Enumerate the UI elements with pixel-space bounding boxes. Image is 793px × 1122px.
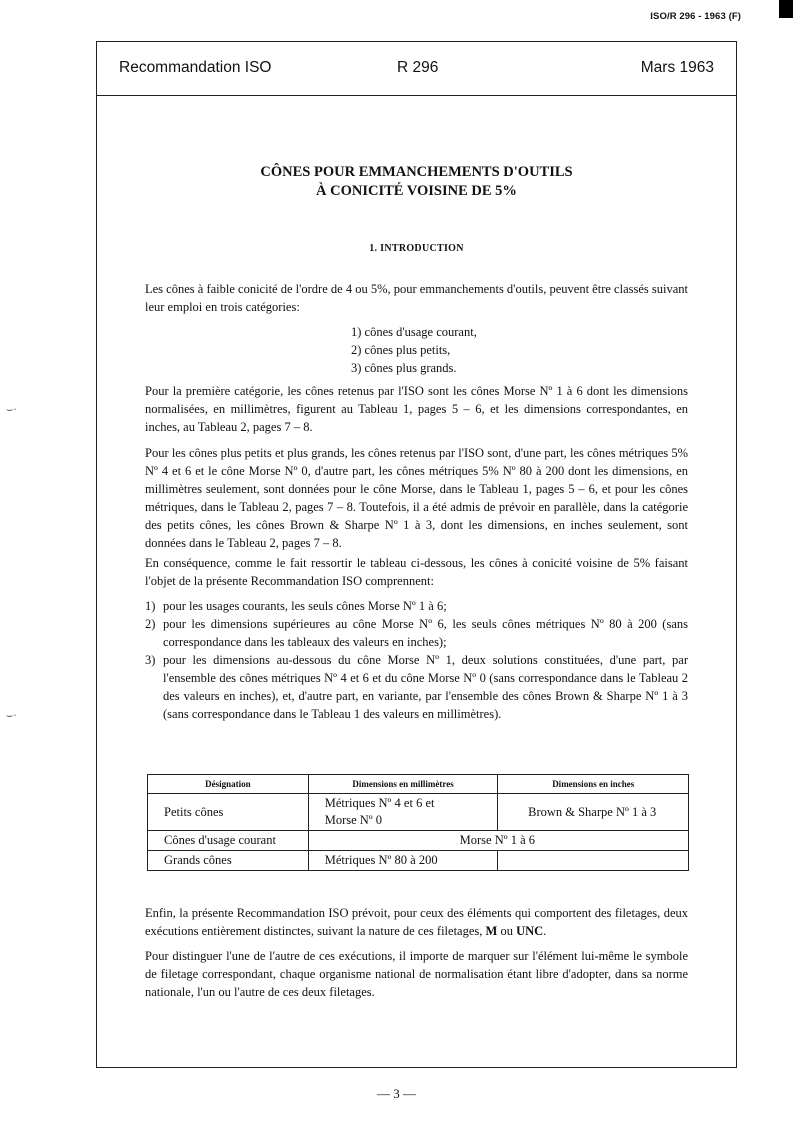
paragraph-2: [145, 444, 688, 552]
list-text: pour les dimensions au-dessous du cône Morse Nº 1, deux solutions constituées, d'une part, par l'ensemble des cônes métriques Nº 4 et 6 et du cône Morse Nº 0 (sans correspondance dans le Tableau 2 des valeurs en inches), et, d'autre part, en variante, par l'ensemble des cônes Brown & Sharpe Nº 1 à 3 (sans correspondance dans le Tableau 1 des valeurs en millimètres).: [163, 653, 688, 721]
title-line-2: À CONICITÉ VOISINE DE 5%: [316, 183, 517, 199]
category-item: 3) cônes plus grands.: [351, 361, 457, 375]
category-item: 1) cônes d'usage courant,: [351, 325, 477, 339]
category-list: [351, 323, 477, 377]
paragraph-1: [145, 382, 688, 436]
header-row: [97, 42, 736, 96]
cell-designation: Petits cônes: [148, 794, 309, 831]
paragraph-text: Pour distinguer l'une de l'autre de ces exécutions, il importe de marquer sur l'élément lui-même le symbole de filetage correspondant, chaque organisme national de normalisation étant libre d'adopter, dans sa norme nationale, l'un ou l'autre de ces deux filetages.: [145, 949, 688, 999]
table-row: [148, 831, 689, 851]
thread-unc: UNC: [516, 924, 544, 938]
list-item: [145, 615, 688, 651]
document-title: [97, 163, 736, 201]
cell-designation: Cônes d'usage courant: [148, 831, 309, 851]
list-text: pour les dimensions supérieures au cône Morse Nº 6, les seuls cônes métriques Nº 80 à 200 (sans correspondance dans les tableaux des valeurs en inches);: [163, 617, 688, 649]
list-text: pour les usages courants, les seuls cônes Morse Nº 1 à 6;: [163, 599, 447, 613]
list-item: [145, 651, 688, 723]
cell-inches: [498, 851, 689, 871]
numbered-list: [145, 597, 688, 723]
cell-inches: Brown & Sharpe Nº 1 à 3: [498, 794, 689, 831]
title-line-1: CÔNES POUR EMMANCHEMENTS D'OUTILS: [260, 164, 573, 180]
header-number: R 296: [397, 59, 439, 76]
cell-millimetres: [308, 794, 498, 831]
intro-paragraph: [145, 280, 688, 316]
header-millimetres: Dimensions en millimètres: [308, 775, 498, 794]
header-date: Mars 1963: [640, 59, 714, 76]
table-row: [148, 794, 689, 831]
paragraph-text: Pour les cônes plus petits et plus grands, les cônes retenus par l'ISO sont, d'une part, les cônes métriques 5% Nº 4 et 6 et le cône Morse Nº 0, d'autre part, les cônes métriques 5% Nº 80 à 200 dont les dimensions, en millimètres seulement, sont données pour le cône Morse, dans le Tableau 1, pages 5 – 6, et pour les cônes métriques, dans le Tableau 2, pages 7 – 8. Toutefois, il a été admis de prévoir en parallèle, dans la catégorie des petits cônes, les cônes Brown & Sharpe Nº 1 à 3, dont les dimensions, en inches seulement, sont données dans le Tableau 2, pages 7 – 8.: [145, 446, 688, 550]
list-number: 2): [145, 617, 156, 631]
thread-m: M: [485, 924, 498, 938]
table-header-row: [148, 775, 689, 794]
scan-artifact: ⌣·: [6, 403, 17, 416]
section-heading: 1. INTRODUCTION: [369, 243, 464, 254]
cell-millimetres: Métriques Nº 80 à 200: [308, 851, 498, 871]
text-run: Enfin, la présente Recommandation ISO prévoit, pour ceux des éléments qui comportent des filetages, deux exécutions entièrement distinctes, suivant la nature de ces filetages,: [145, 906, 688, 938]
list-number: 1): [145, 599, 156, 613]
list-item: [145, 597, 688, 615]
list-number: 3): [145, 653, 156, 667]
closing-paragraph-1: [145, 904, 688, 940]
paragraph-text: [145, 904, 688, 940]
paragraph-text: En conséquence, comme le fait ressortir le tableau ci-dessous, les cônes à conicité voisine de 5% faisant l'objet de la présente Recommandation ISO comprennent:: [145, 556, 688, 588]
cell-merged: Morse Nº 1 à 6: [308, 831, 688, 851]
document-reference: ISO/R 296 - 1963 (F): [650, 11, 741, 22]
table-row: [148, 851, 689, 871]
header-inches: Dimensions en inches: [498, 775, 689, 794]
header-designation: Désignation: [148, 775, 309, 794]
text-run: .: [543, 924, 547, 938]
scan-edge-mark: [779, 0, 793, 18]
page-number: — 3 —: [377, 1086, 416, 1101]
cell-designation: Grands cônes: [148, 851, 309, 871]
scan-artifact: ⌣·: [6, 709, 17, 722]
category-item: 2) cônes plus petits,: [351, 343, 451, 357]
text-run: ou: [497, 924, 517, 938]
page-frame: [96, 41, 737, 1068]
header-recommendation: Recommandation ISO: [119, 59, 272, 76]
intro-text: Les cônes à faible conicité de l'ordre de 4 ou 5%, pour emmanchements d'outils, peuvent être classés suivant leur emploi en trois catégories:: [145, 282, 688, 314]
cell-line: Morse Nº 0: [324, 813, 383, 827]
paragraph-text: Pour la première catégorie, les cônes retenus par l'ISO sont les cônes Morse Nº 1 à 6 dont les dimensions normalisées, en millimètres, figurent au Tableau 1, pages 5 – 6, et les dimensions correspondantes, en inches, au Tableau 2, pages 7 – 8.: [145, 384, 688, 434]
cell-line: Métriques Nº 4 et 6 et: [324, 796, 435, 810]
closing-paragraph-2: [145, 947, 688, 1001]
paragraph-3: [145, 554, 688, 590]
comparison-table: [147, 774, 689, 871]
